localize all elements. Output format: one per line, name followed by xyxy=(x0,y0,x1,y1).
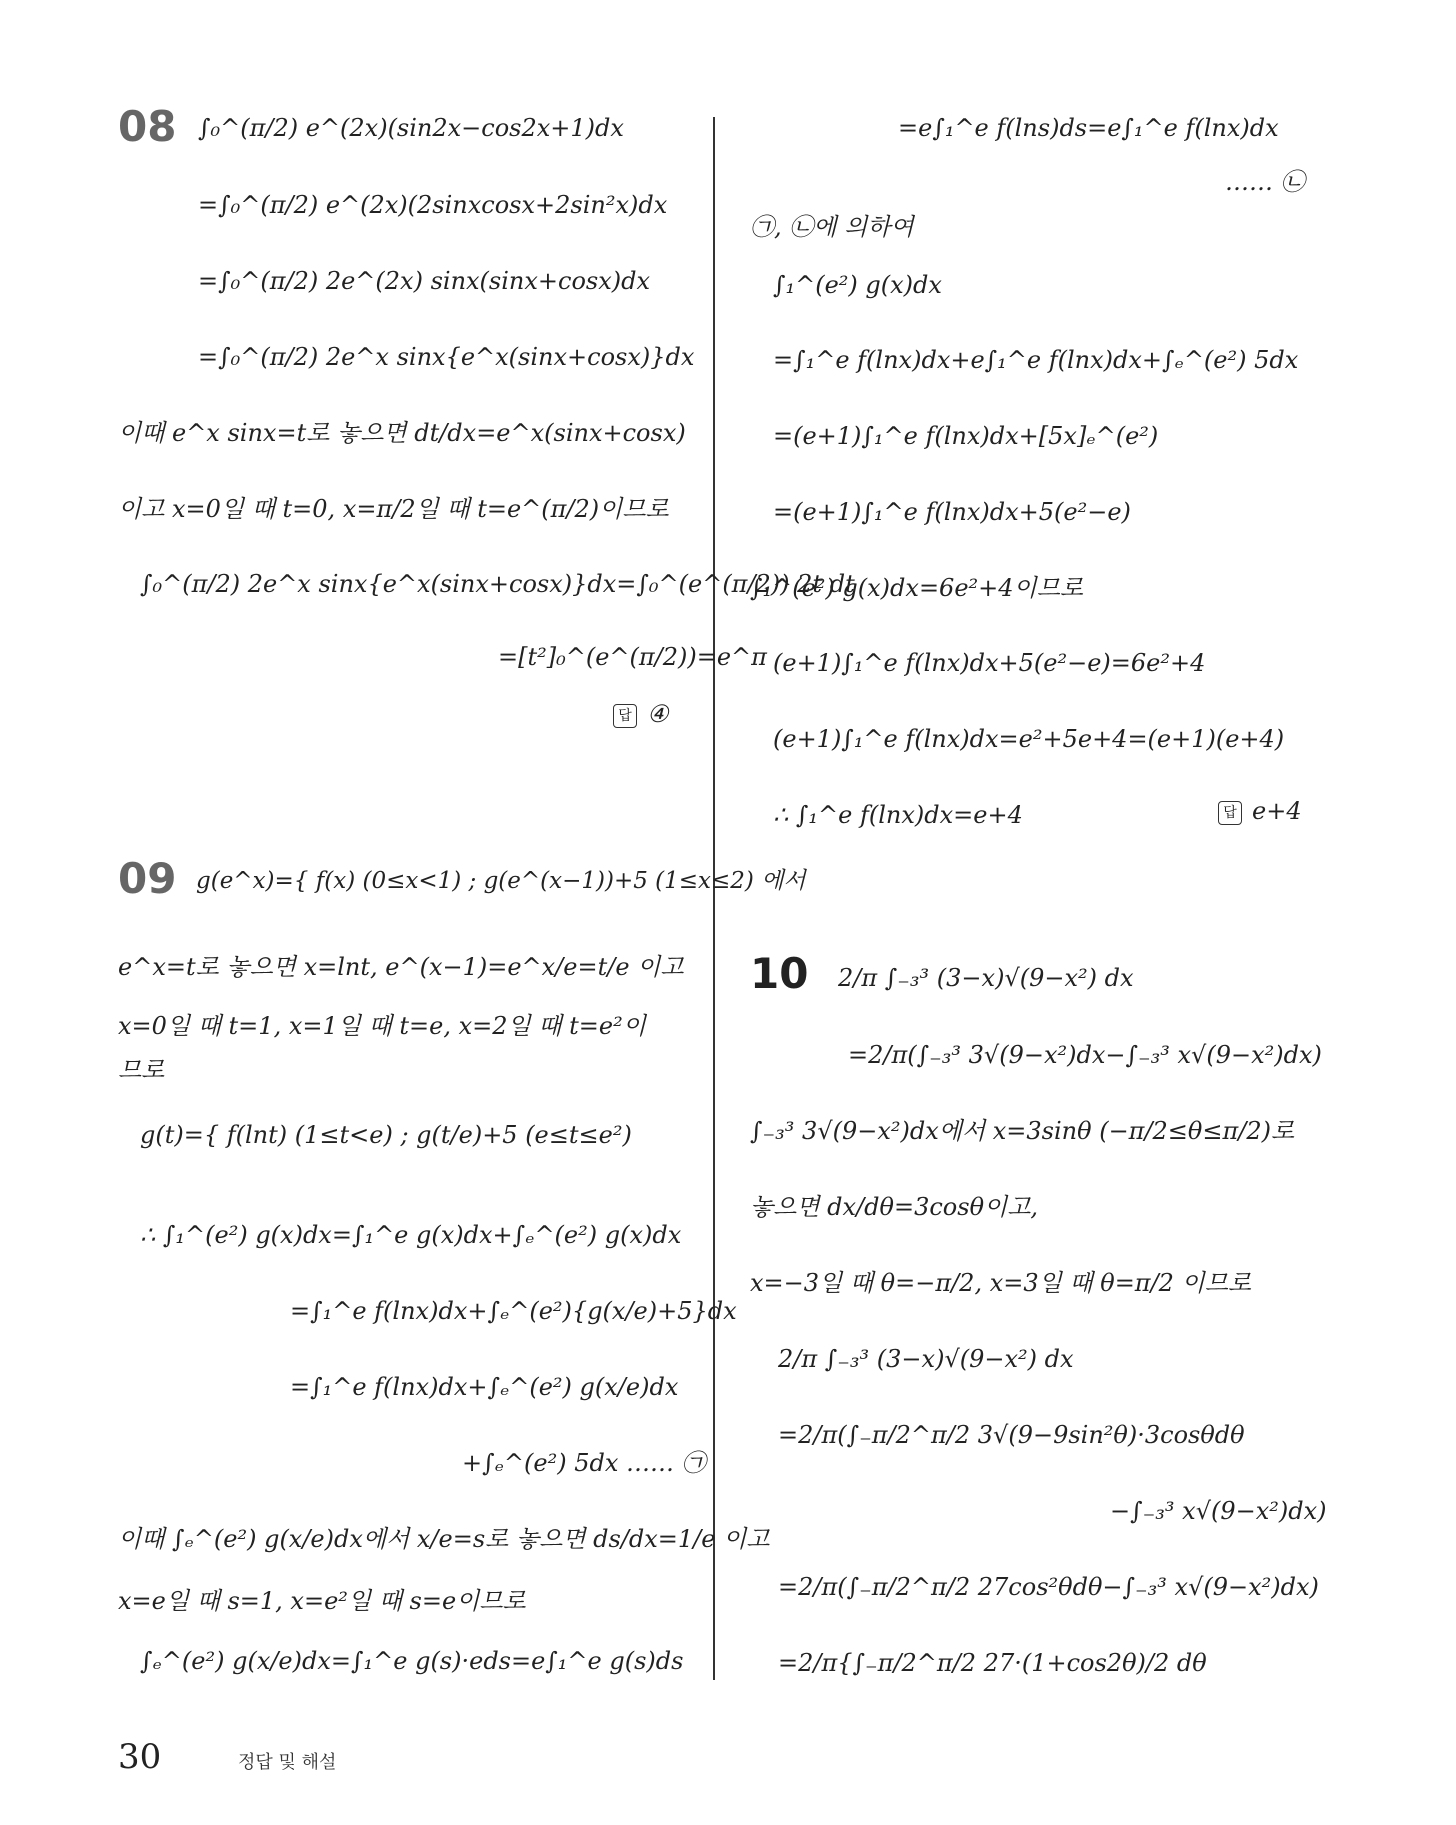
p08-line-4: =∫₀^(π/2) 2e^x sinx{e^x(sinx+cosx)}dx xyxy=(198,343,695,371)
p08-line-6: 이고 x=0일 때 t=0, x=π/2일 때 t=e^(π/2)이므로 xyxy=(118,495,669,523)
p09-line-14: …… ㉡ xyxy=(1225,168,1305,196)
p09-line-2: e^x=t로 놓으면 x=lnt, e^(x−1)=e^x/e=t/e 이고 xyxy=(118,953,684,981)
p10-line-5: x=−3일 때 θ=−π/2, x=3일 때 θ=π/2 이므로 xyxy=(750,1269,1252,1297)
p09-line-5: g(t)={ f(lnt) (1≤t<e) ; g(t/e)+5 (e≤t≤e²) xyxy=(140,1121,632,1149)
p10-line-8: −∫₋₃³ x√(9−x²)dx) xyxy=(1110,1497,1327,1525)
p08-answer xyxy=(613,700,669,728)
p10-line-1: 2/π ∫₋₃³ (3−x)√(9−x²) dx xyxy=(838,964,1134,992)
p09-line-18: =(e+1)∫₁^e f(lnx)dx+[5x]ₑ^(e²) xyxy=(773,422,1159,450)
p09-line-11: x=e일 때 s=1, x=e²일 때 s=e이므로 xyxy=(118,1587,526,1615)
p10-line-10: =2/π{∫₋π/2^π/2 27·(1+cos2θ)/2 dθ xyxy=(778,1649,1207,1677)
p08-answer-value: ④ xyxy=(647,700,669,728)
p09-line-16: ∫₁^(e²) g(x)dx xyxy=(773,271,942,299)
p10-line-4: 놓으면 dx/dθ=3cosθ이고, xyxy=(750,1193,1039,1221)
p09-line-7: =∫₁^e f(lnx)dx+∫ₑ^(e²){g(x/e)+5}dx xyxy=(290,1297,737,1325)
p09-line-9: +∫ₑ^(e²) 5dx …… ㉠ xyxy=(462,1449,706,1477)
column-divider xyxy=(713,117,715,1680)
p09-line-23: ∴ ∫₁^e f(lnx)dx=e+4 xyxy=(773,801,1023,829)
p10-line-3: ∫₋₃³ 3√(9−x²)dx에서 x=3sinθ (−π/2≤θ≤π/2)로 xyxy=(750,1117,1295,1145)
p08-line-2: =∫₀^(π/2) e^(2x)(2sinxcosx+2sin²x)dx xyxy=(198,191,668,219)
footer-title: 정답 및 해설 xyxy=(238,1752,337,1773)
answer-icon: 답 xyxy=(1218,801,1242,825)
p08-line-5: 이때 e^x sinx=t로 놓으면 dt/dx=e^x(sinx+cosx) xyxy=(118,419,686,447)
p09-line-13: =e∫₁^e f(lns)ds=e∫₁^e f(lnx)dx xyxy=(898,114,1279,142)
p09-line-19: =(e+1)∫₁^e f(lnx)dx+5(e²−e) xyxy=(773,498,1131,526)
problem-number-10: 10 xyxy=(750,949,809,998)
problem-number-09: 09 xyxy=(118,854,177,903)
p09-line-20: ∫₁^(e²) g(x)dx=6e²+4이므로 xyxy=(750,574,1084,602)
p10-line-9: =2/π(∫₋π/2^π/2 27cos²θdθ−∫₋₃³ x√(9−x²)dx) xyxy=(778,1573,1319,1601)
p08-line-3: =∫₀^(π/2) 2e^(2x) sinx(sinx+cosx)dx xyxy=(198,267,651,295)
p09-line-12: ∫ₑ^(e²) g(x/e)dx=∫₁^e g(s)·eds=e∫₁^e g(s)ds xyxy=(140,1647,684,1675)
page-number: 30 xyxy=(118,1737,162,1777)
p09-line-22: (e+1)∫₁^e f(lnx)dx=e²+5e+4=(e+1)(e+4) xyxy=(773,725,1285,753)
p09-line-4: 므로 xyxy=(118,1056,165,1084)
p09-answer-value: e+4 xyxy=(1252,797,1302,825)
answer-icon: 답 xyxy=(613,704,637,728)
p08-line-1: ∫₀^(π/2) e^(2x)(sin2x−cos2x+1)dx xyxy=(198,114,624,142)
p09-line-17: =∫₁^e f(lnx)dx+e∫₁^e f(lnx)dx+∫ₑ^(e²) 5dx xyxy=(773,346,1299,374)
p10-line-2: =2/π(∫₋₃³ 3√(9−x²)dx−∫₋₃³ x√(9−x²)dx) xyxy=(848,1041,1322,1069)
p08-line-7: ∫₀^(π/2) 2e^x sinx{e^x(sinx+cosx)}dx=∫₀^(e^(π/2)) 2t dt xyxy=(140,570,855,598)
problem-number-08: 08 xyxy=(118,102,177,151)
p09-line-10: 이때 ∫ₑ^(e²) g(x/e)dx에서 x/e=s로 놓으면 ds/dx=1/e 이고 xyxy=(118,1525,770,1553)
p09-line-21: (e+1)∫₁^e f(lnx)dx+5(e²−e)=6e²+4 xyxy=(773,649,1206,677)
p09-line-3: x=0일 때 t=1, x=1일 때 t=e, x=2일 때 t=e²이 xyxy=(118,1012,646,1040)
p09-line-15: ㉠, ㉡에 의하여 xyxy=(750,213,914,241)
p09-answer xyxy=(1218,797,1302,825)
p09-line-8: =∫₁^e f(lnx)dx+∫ₑ^(e²) g(x/e)dx xyxy=(290,1373,679,1401)
p09-line-6: ∴ ∫₁^(e²) g(x)dx=∫₁^e g(x)dx+∫ₑ^(e²) g(x)dx xyxy=(140,1221,682,1249)
p10-line-6: 2/π ∫₋₃³ (3−x)√(9−x²) dx xyxy=(778,1345,1074,1373)
p09-line-1: g(e^x)={ f(x) (0≤x<1) ; g(e^(x−1))+5 (1≤x≤2) 에서 xyxy=(196,868,806,894)
p08-line-8: =[t²]₀^(e^(π/2))=e^π xyxy=(498,643,767,671)
p10-line-7: =2/π(∫₋π/2^π/2 3√(9−9sin²θ)·3cosθdθ xyxy=(778,1421,1245,1449)
